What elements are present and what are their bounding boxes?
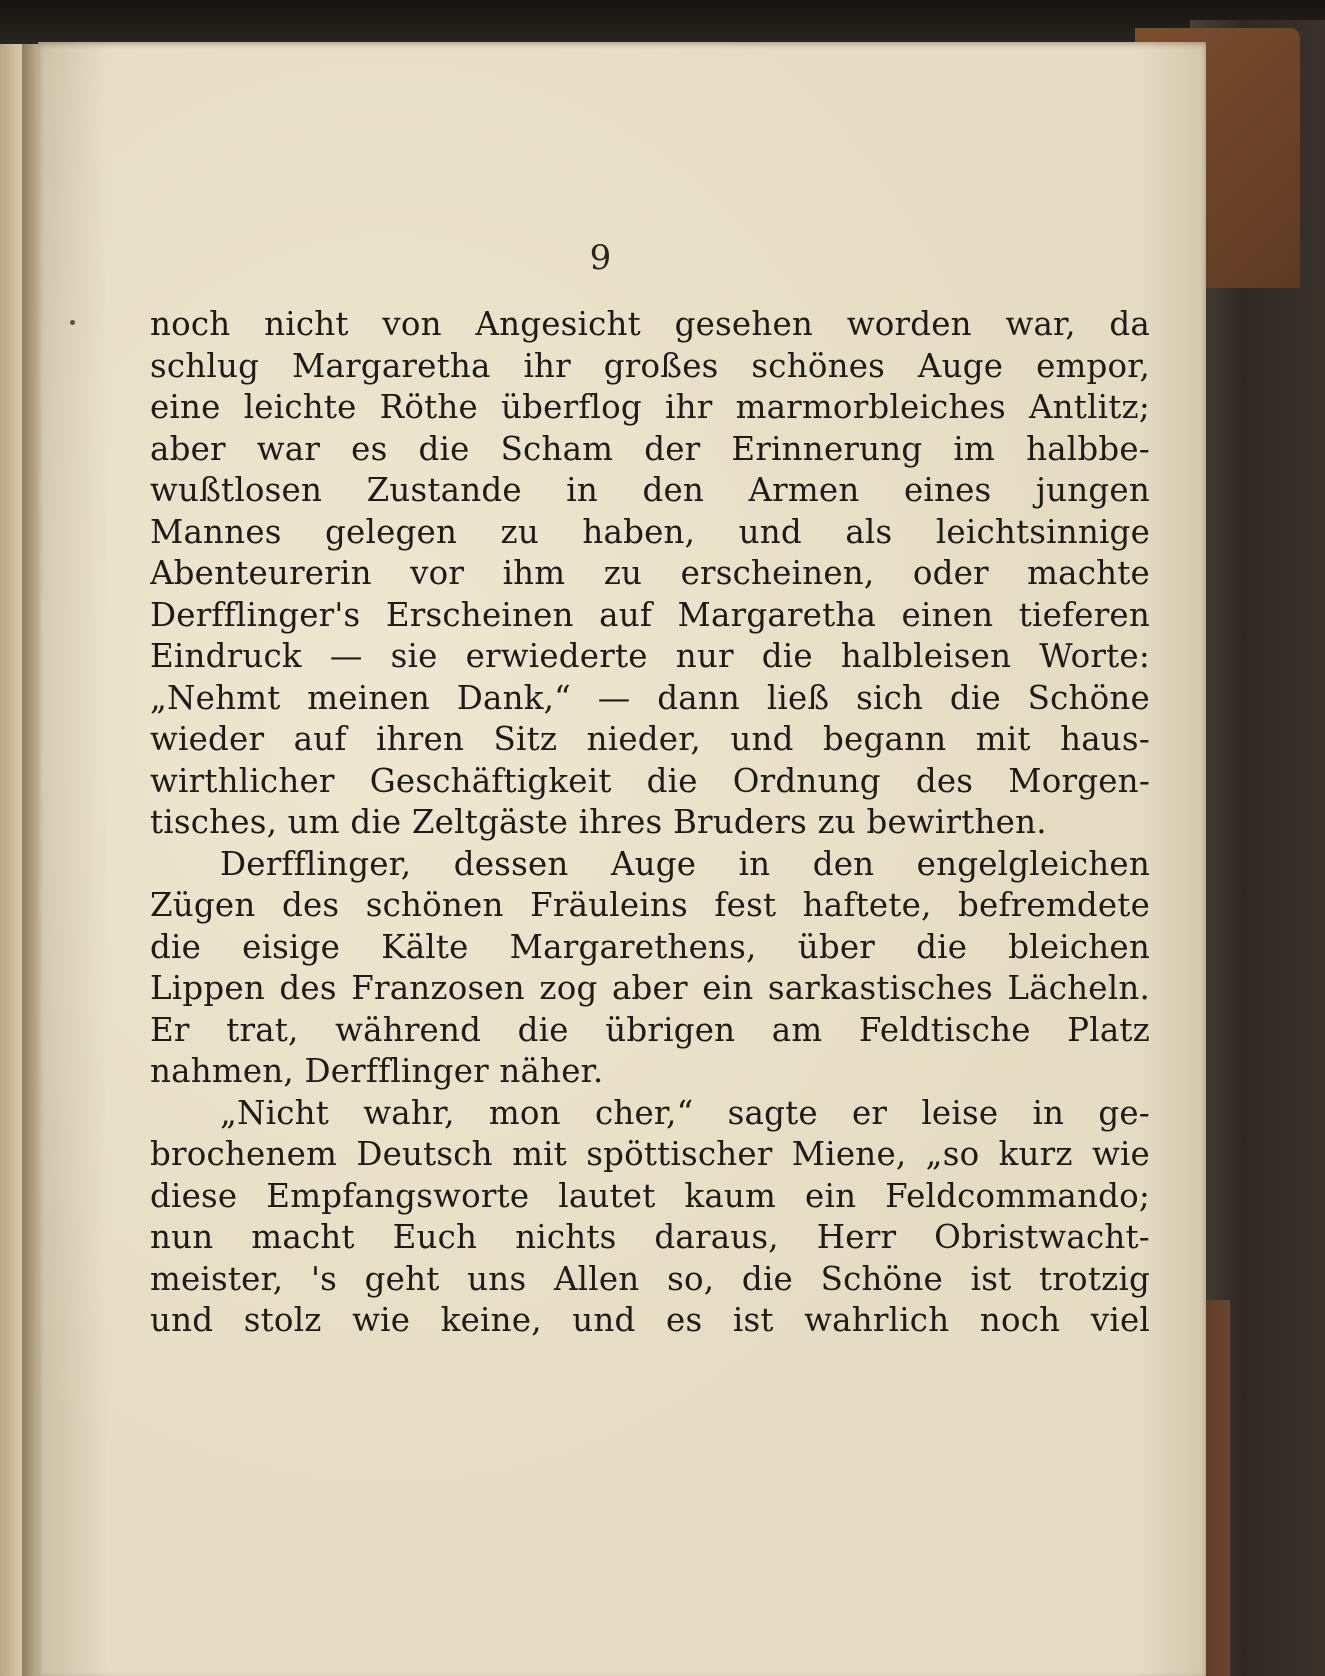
text-line: Derfflinger's Erscheinen auf Margaretha einen tieferen	[150, 595, 1150, 634]
text-line: Mannes gelegen zu haben, und als leichtsinnige	[150, 512, 1150, 551]
text-line: aber war es die Scham der Erinnerung im halbbe-	[150, 429, 1150, 468]
text-line: eine leichte Röthe überflog ihr marmorbleiches Antlitz;	[150, 388, 1150, 426]
text-line: wirthlicher Geschäftigkeit die Ordnung des Morgen-	[150, 761, 1150, 800]
text-line: wußtlosen Zustande in den Armen eines jungen	[150, 471, 1150, 509]
text-line: wieder auf ihren Sitz nieder, und begann mit haus-	[150, 720, 1150, 758]
text-line: diese Empfangsworte lautet kaum ein Feldcommando;	[150, 1176, 1150, 1215]
text-line: nahmen, Derfflinger näher.	[150, 1052, 604, 1090]
text-line: schlug Margaretha ihr großes schönes Auge empor,	[150, 346, 1150, 385]
text-line: Lippen des Franzosen zog aber ein sarkastisches Lächeln.	[150, 969, 1150, 1007]
left-page-edge	[0, 44, 22, 1676]
page-number: 9	[589, 238, 612, 278]
text-line: Abenteurerin vor ihm zu erscheinen, oder machte	[150, 554, 1150, 592]
book-page	[38, 42, 1206, 1676]
text-line: tisches, um die Zeltgäste ihres Bruders zu bewirthen.	[150, 803, 1047, 841]
text-line: „Nehmt meinen Dank,“ — dann ließ sich die Schöne	[150, 678, 1150, 717]
body-text	[150, 304, 1150, 1342]
text-line: Er trat, während die übrigen am Feldtische Platz	[150, 1010, 1150, 1049]
text-line: Zügen des schönen Fräuleins fest haftete, befremdete	[150, 886, 1150, 924]
margin-speck	[70, 320, 75, 325]
text-line: brochenem Deutsch mit spöttischer Miene, „so kurz wie	[150, 1135, 1150, 1173]
text-line: „Nicht wahr, mon cher,“ sagte er leise in ge-	[220, 1093, 1150, 1132]
text-line: Eindruck — sie erwiederte nur die halbleisen Worte:	[150, 637, 1150, 675]
text-line: die eisige Kälte Margarethens, über die bleichen	[150, 927, 1150, 966]
text-line: meister, 's geht uns Allen so, die Schöne ist trotzig	[150, 1259, 1150, 1298]
text-line: noch nicht von Angesicht gesehen worden war, da	[150, 305, 1150, 343]
text-line: und stolz wie keine, und es ist wahrlich noch viel	[150, 1301, 1150, 1339]
top-shadow-band	[0, 0, 1325, 48]
text-line: nun macht Euch nichts daraus, Herr Obristwacht-	[150, 1218, 1150, 1256]
text-line: Derfflinger, dessen Auge in den engelgleichen	[220, 844, 1150, 883]
